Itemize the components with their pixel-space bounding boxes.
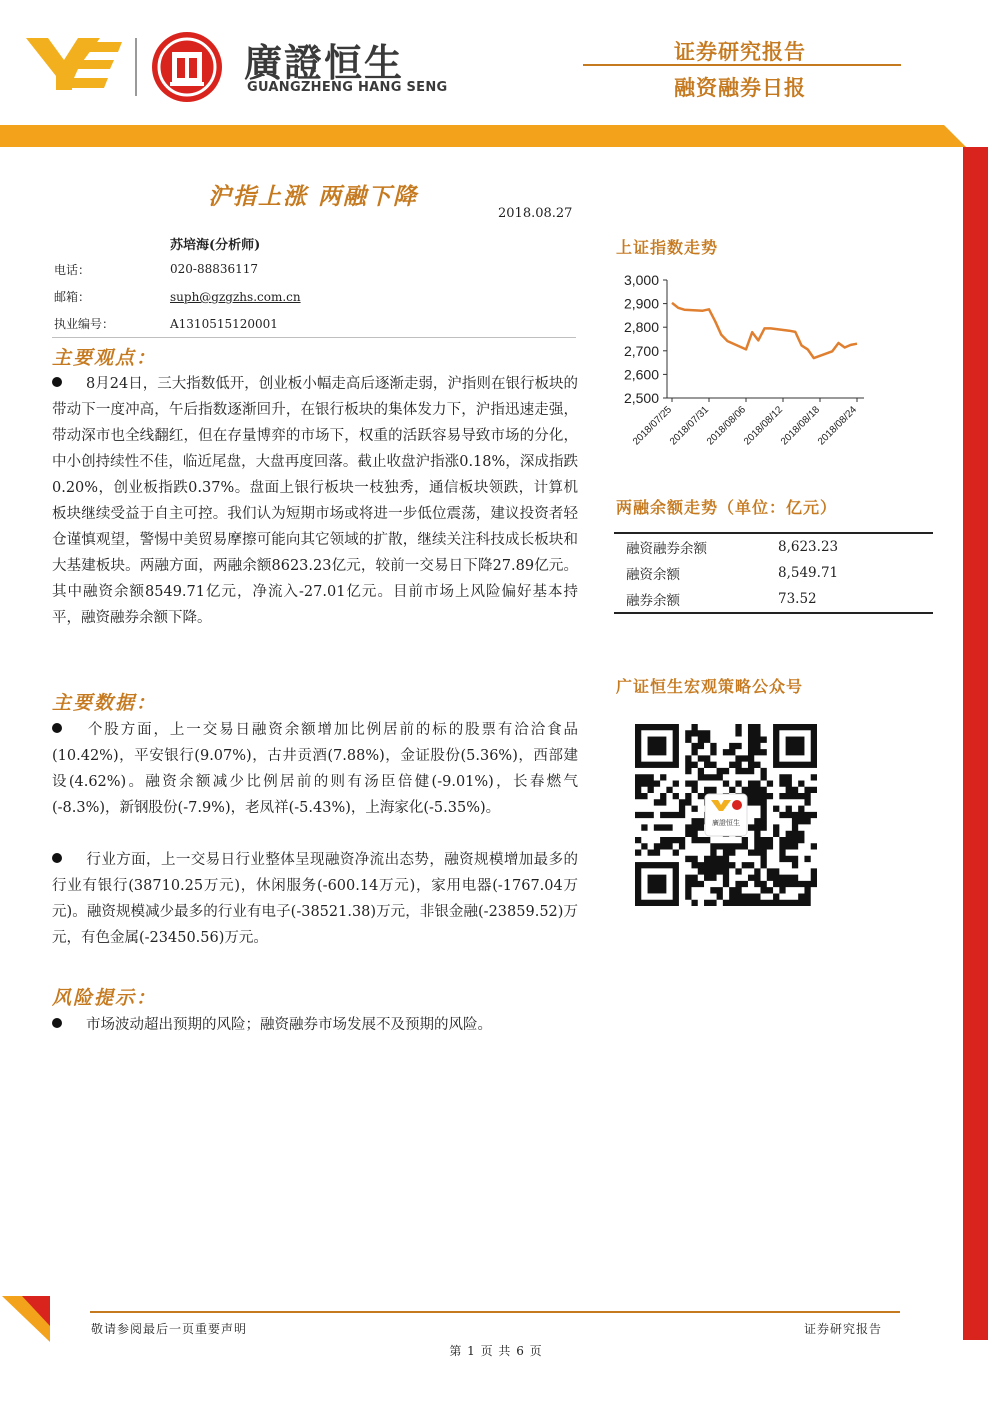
margin-balance-table (614, 532, 933, 614)
y-tick-label: 2,500 (623, 390, 659, 406)
footer-rule (90, 1311, 900, 1313)
qr-center-text: 廣證恒生 (712, 819, 740, 827)
qr-finder-core (786, 737, 805, 756)
bullet-icon (52, 723, 62, 733)
report-type: 证券研究报告 (674, 40, 806, 64)
risk-paragraph (52, 1012, 578, 1038)
info-divider (52, 337, 576, 338)
phone-value: 020-88836117 (170, 262, 259, 276)
table-row-value: 8,549.71 (778, 565, 839, 581)
footer-report-type: 证券研究报告 (804, 1322, 883, 1336)
table-row-label: 融券余额 (626, 593, 680, 609)
brand-name-cn: 廣證恒生 (244, 41, 405, 85)
x-tick-label: 2018/08/12 (741, 404, 786, 448)
stocks-text: 个股方面，上一交易日融资余额增加比例居前的标的股票有洽洽食品(10.42%)，平安银行(9.07%)，古井贡酒(7.88%)，金证股份(5.36%)，西部建设(4.62%)。融资余额减少比例居前的则有汤臣倍健(-9.01%)，长春燃气(-8.3%)，新钢股份(-7.9%)，老凤祥(-5.43%)，上海家化(-5.35%)。 (52, 722, 578, 816)
x-tick-label: 2018/07/25 (630, 404, 675, 448)
y-tick-label: 2,600 (623, 366, 659, 383)
phone-label: 电话： (54, 263, 91, 277)
x-tick-label: 2018/08/06 (704, 404, 749, 448)
report-subtitle: 融资融券日报 (674, 76, 806, 100)
qr-title: 广证恒生宏观策略公众号 (616, 677, 804, 696)
x-tick-label: 2018/08/24 (815, 404, 860, 448)
license-label: 执业编号： (54, 317, 115, 331)
industry-text: 行业方面，上一交易日行业整体呈现融资净流出态势，融资规模增加最多的行业有银行(38710.25万元)，休闲服务(-600.14万元)，家用电器(-1767.04万元)。融资规模减少最多的行业有电子(-38521.38)万元，非银金融(-23859.52)万元，有色金属(-23450.56)万元。 (52, 852, 578, 946)
table-row-value: 8,623.23 (778, 539, 839, 555)
bullet-icon (52, 377, 62, 387)
qr-center-seal-icon (732, 800, 742, 810)
table-title: 两融余额走势（单位：亿元） (616, 498, 838, 517)
footer-triangle-icon (2, 1296, 50, 1342)
footer-disclaimer: 敬请参阅最后一页重要声明 (91, 1322, 248, 1336)
brand-name-en: GUANGZHENG HANG SENG (247, 80, 448, 95)
license-value: A1310515120001 (170, 317, 278, 331)
bullet-icon (52, 853, 62, 863)
industry-paragraph (52, 847, 578, 951)
table-row (614, 586, 933, 612)
table-row (614, 560, 933, 586)
table-bottom-rule (614, 612, 933, 614)
bullet-icon (52, 1018, 62, 1028)
index-chart (612, 266, 876, 466)
table-row (614, 534, 933, 560)
index-series-line (672, 303, 857, 358)
section-title-risk: 风险提示： (52, 987, 158, 1009)
y-tick-label: 2,900 (623, 295, 659, 312)
y-tick-label: 3,000 (623, 272, 659, 288)
y-tick-label: 2,700 (623, 342, 659, 359)
document-title: 沪指上涨 两融下降 (208, 183, 419, 210)
y-tick-label: 2,800 (623, 319, 659, 336)
table-row-value: 73.52 (778, 591, 817, 607)
section-title-data: 主要数据： (52, 692, 158, 714)
table-row-label: 融资余额 (626, 567, 680, 583)
right-red-bar (963, 147, 988, 1340)
table-row-label: 融资融券余额 (626, 541, 707, 557)
views-text: 8月24日，三大指数低开，创业板小幅走高后逐渐走弱，沪指则在银行板块的带动下一度冲高，午后指数逐渐回升，在银行板块的集体发力下，沪指迅速走强，带动深市也全线翻红，但在存量博弈的市场下，权重的活跃容易导致市场的分化，中小创持续性不佳，临近尾盘，大盘再度回落。截止收盘沪指涨0.18%，深成指跌0.20%，创业板指跌0.37%。盘面上银行板块一枝独秀，通信板块领跌，计算机板块继续受益于自主可控。我们认为短期市场或将进一步低位震荡，建议投资者轻仓谨慎观望，警惕中美贸易摩擦可能向其它领域的扩散，继续关注科技成长板块和大基建板块。两融方面，两融余额8623.23亿元，较前一交易日下降27.89亿元。其中融资余额8549.71亿元，净流入-27.01亿元。目前市场上风险偏好基本持平，融资融券余额下降。 (52, 376, 578, 626)
email-label: 邮箱： (54, 290, 91, 304)
risk-text: 市场波动超出预期的风险；融资融券市场发展不及预期的风险。 (86, 1017, 492, 1033)
ye-logo-icon (26, 36, 124, 92)
report-date: 2018.08.27 (498, 206, 573, 221)
email-link[interactable]: suph@gzgzhs.com.cn (170, 290, 301, 304)
header-divider (135, 38, 137, 96)
page-number: 第 1 页 共 6 页 (449, 1344, 543, 1358)
hang-seng-seal-icon (150, 30, 224, 104)
qr-finder-core (648, 875, 667, 894)
chart-title: 上证指数走势 (616, 238, 719, 257)
top-orange-band (0, 125, 966, 147)
x-tick-label: 2018/07/31 (667, 404, 712, 448)
report-type-rule (583, 64, 901, 66)
views-paragraph (52, 371, 578, 631)
x-tick-label: 2018/08/18 (778, 404, 823, 448)
qr-code-icon (635, 724, 817, 906)
section-title-views: 主要观点： (52, 347, 158, 369)
analyst-name: 苏培海(分析师) (170, 238, 261, 253)
qr-finder-core (648, 737, 667, 756)
stocks-paragraph (52, 717, 578, 821)
index-chart-svg (612, 266, 876, 466)
